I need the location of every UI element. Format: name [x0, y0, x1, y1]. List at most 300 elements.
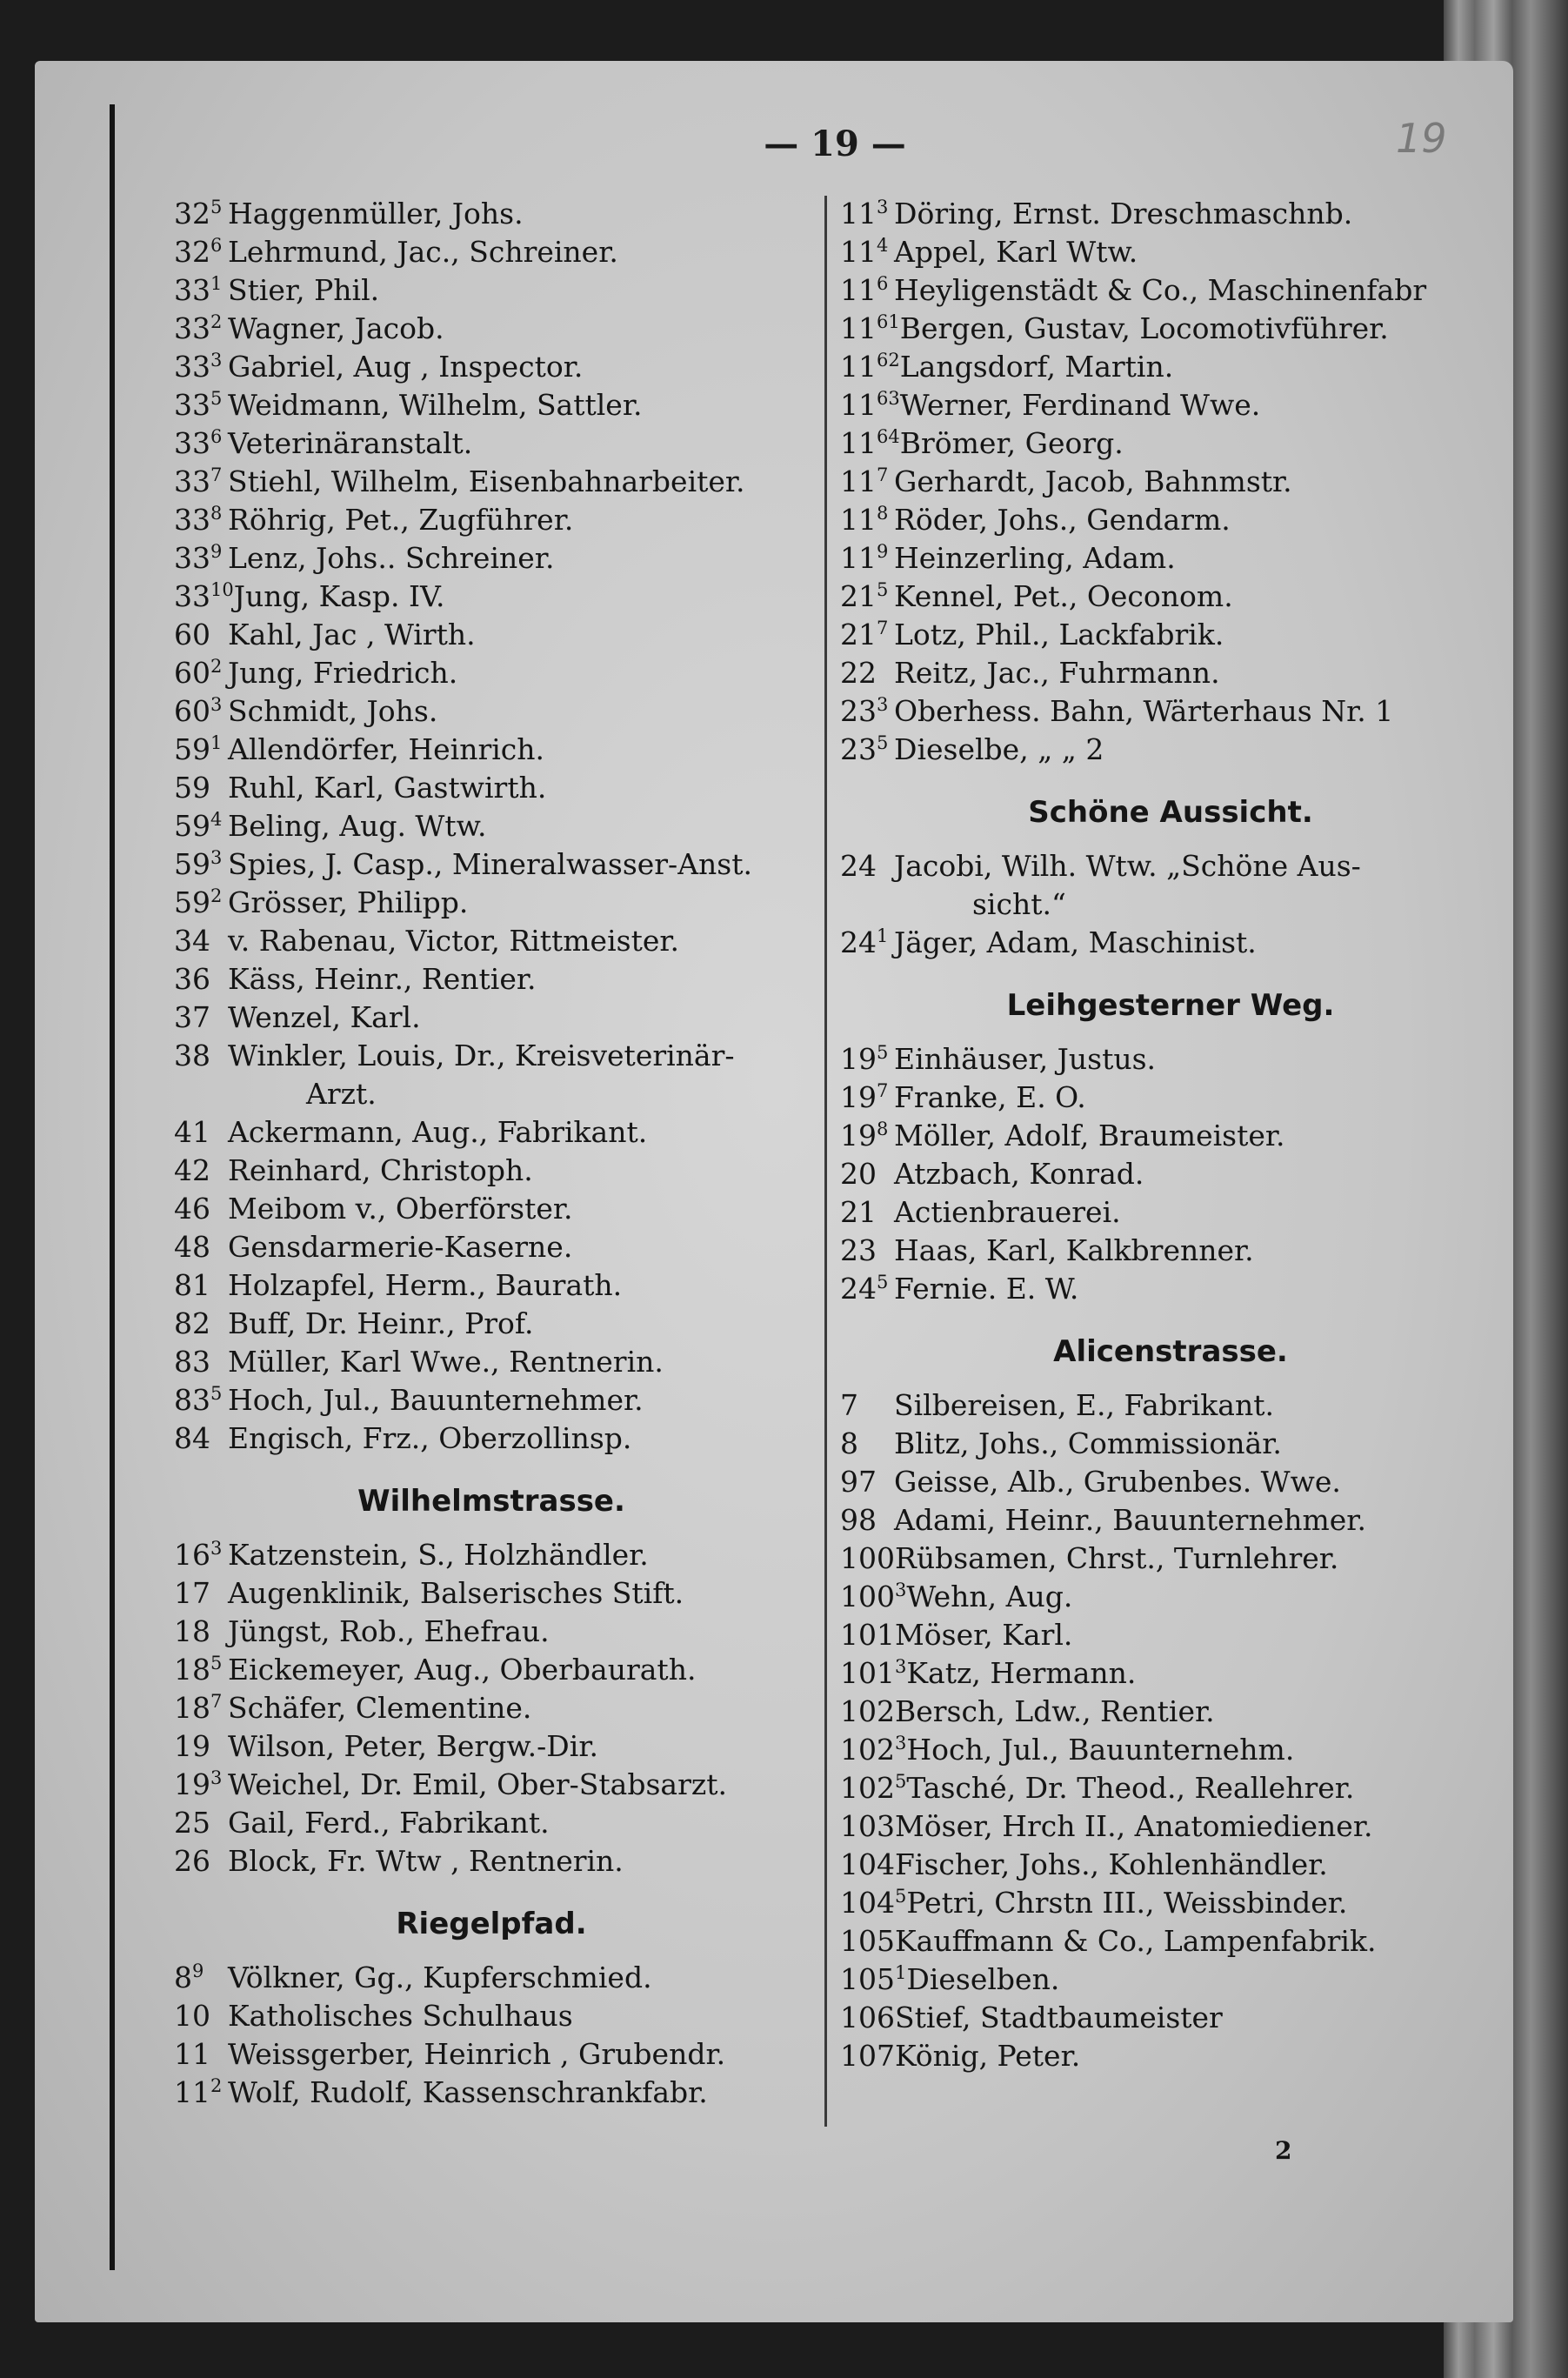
resident-text: Lotz, Phil., Lackfabrik.: [894, 618, 1224, 651]
directory-entry: [840, 1769, 1501, 1807]
resident-text: Holzapfel, Herm., Baurath.: [228, 1268, 623, 1302]
house-number-suffix: 5: [210, 1653, 223, 1673]
house-number-base: 101: [840, 1618, 895, 1652]
house-number: [840, 578, 894, 616]
house-number-base: 20: [840, 1157, 877, 1191]
house-number-suffix: 3: [895, 1580, 907, 1600]
directory-entry: [174, 884, 809, 922]
directory-entry: [174, 1689, 809, 1727]
house-number-suffix: 8: [877, 1119, 889, 1139]
house-number-suffix: 9: [210, 541, 223, 562]
resident-text: Reinhard, Christoph.: [228, 1153, 533, 1187]
directory-entry: [840, 1807, 1501, 1846]
resident-text: Jüngst, Rob., Ehefrau.: [228, 1614, 550, 1648]
directory-entry: [840, 924, 1501, 962]
house-number-suffix: 62: [877, 350, 900, 371]
house-number: [174, 233, 228, 271]
house-number: [840, 1922, 895, 1961]
resident-text: Atzbach, Konrad.: [894, 1157, 1144, 1191]
house-number: [840, 1425, 894, 1463]
house-number-base: 18: [174, 1614, 210, 1648]
house-number-base: 19: [840, 1080, 877, 1114]
house-number-base: 60: [174, 618, 210, 651]
house-number-base: 10: [174, 1999, 210, 2033]
house-number: [840, 1884, 906, 1922]
house-number-base: 33: [174, 426, 210, 460]
house-number: [174, 654, 228, 692]
street-heading: Alicenstrasse.: [1053, 1334, 1288, 1369]
resident-text: Meibom v., Oberförster.: [228, 1192, 573, 1226]
directory-entry: [174, 1727, 809, 1766]
directory-entry: [174, 731, 809, 769]
house-number-base: 59: [174, 732, 210, 766]
house-number-suffix: 64: [877, 426, 900, 447]
house-number: [840, 1846, 895, 1884]
house-number: [174, 1689, 228, 1727]
resident-text: Blitz, Johs., Commissionär.: [894, 1426, 1282, 1460]
house-number: [174, 195, 228, 233]
directory-entry: [840, 195, 1501, 233]
directory-entry: [840, 1386, 1501, 1425]
directory-entry: [840, 1540, 1501, 1578]
house-number-suffix: 10: [210, 579, 234, 600]
house-number: [174, 1190, 228, 1228]
house-number: [174, 501, 228, 539]
house-number: [174, 1536, 228, 1574]
house-number: [840, 1501, 894, 1540]
resident-text: Spies, J. Casp., Mineralwasser-Anst.: [228, 847, 752, 881]
house-number-base: 23: [840, 694, 877, 728]
house-number-base: 18: [174, 1691, 210, 1725]
directory-entry: [174, 233, 809, 271]
house-number-base: 19: [174, 1767, 210, 1801]
directory-entry: [840, 501, 1501, 539]
house-number: [174, 1152, 228, 1190]
house-number: [840, 1999, 895, 2037]
house-number: [174, 1381, 228, 1419]
house-number: [840, 1961, 906, 1999]
house-number: [840, 847, 894, 885]
house-number-base: 17: [174, 1576, 210, 1610]
resident-text: Actienbrauerei.: [894, 1195, 1121, 1229]
house-number: [840, 654, 894, 692]
house-number-base: 33: [174, 464, 210, 498]
resident-text: Bersch, Ldw., Rentier.: [895, 1694, 1215, 1728]
house-number: [840, 1270, 894, 1308]
resident-text: Weichel, Dr. Emil, Ober-Stabsarzt.: [228, 1767, 727, 1801]
house-number-suffix: 5: [877, 1042, 889, 1063]
house-number-base: 38: [174, 1039, 210, 1072]
house-number: [840, 1193, 894, 1232]
directory-entry: [840, 1654, 1501, 1693]
house-number-suffix: 6: [210, 426, 223, 447]
resident-text: Schmidt, Johs.: [228, 694, 438, 728]
house-number-suffix: 7: [210, 1691, 223, 1712]
resident-text: Dieselbe, „ „ 2: [894, 732, 1104, 766]
resident-text: Kennel, Pet., Oeconom.: [894, 579, 1233, 613]
house-number-suffix: 5: [877, 732, 889, 753]
house-number-base: 16: [174, 1538, 210, 1572]
resident-text: Ruhl, Karl, Gastwirth.: [228, 771, 547, 805]
house-number: [174, 1574, 228, 1613]
resident-text: sicht.“: [972, 887, 1066, 921]
house-number-base: 11: [840, 311, 877, 345]
resident-text: Engisch, Frz., Oberzollinsp.: [228, 1421, 632, 1455]
directory-entry: [840, 1922, 1501, 1961]
directory-entry: [174, 999, 809, 1037]
resident-text: Möser, Karl.: [895, 1618, 1073, 1652]
house-number: [840, 692, 894, 731]
directory-entry: [174, 2074, 809, 2112]
house-number: [840, 501, 894, 539]
directory-entry: [174, 922, 809, 960]
house-number-base: 33: [174, 311, 210, 345]
directory-entry: [840, 1155, 1501, 1193]
house-number: [174, 463, 228, 501]
directory-entry: [174, 1959, 809, 1997]
resident-text: Möller, Adolf, Braumeister.: [894, 1119, 1285, 1152]
directory-entry: [840, 1425, 1501, 1463]
directory-entry: [840, 1270, 1501, 1308]
house-number-suffix: 3: [210, 350, 223, 371]
directory-entry: [840, 1193, 1501, 1232]
resident-text: Stiehl, Wilhelm, Eisenbahnarbeiter.: [228, 464, 745, 498]
house-number: [174, 1419, 228, 1458]
directory-entry: [174, 310, 809, 348]
resident-text: Wenzel, Karl.: [228, 1000, 421, 1034]
house-number: [840, 924, 894, 962]
house-number-base: 11: [840, 273, 877, 307]
directory-entry: [840, 1846, 1501, 1884]
house-number-suffix: 3: [210, 1767, 223, 1788]
directory-entry: [174, 1113, 809, 1152]
resident-text: Block, Fr. Wtw , Rentnerin.: [228, 1844, 624, 1878]
house-number: [174, 1959, 228, 1997]
resident-text: Oberhess. Bahn, Wärterhaus Nr. 1: [894, 694, 1394, 728]
directory-entry: [840, 654, 1501, 692]
house-number-base: 33: [174, 579, 210, 613]
resident-text: Katzenstein, S., Holzhändler.: [228, 1538, 649, 1572]
directory-entry: [174, 1842, 809, 1880]
house-number: [174, 539, 228, 578]
house-number-base: 105: [840, 1962, 895, 1996]
house-number-base: 59: [174, 885, 210, 919]
left-column: [174, 195, 809, 2112]
resident-text: Stief, Stadtbaumeister: [895, 2001, 1223, 2034]
resident-text: Gail, Ferd., Fabrikant.: [228, 1806, 550, 1840]
pencil-page-annotation: 19: [1396, 115, 1447, 162]
directory-entry: [840, 1961, 1501, 1999]
resident-text: Heyligenstädt & Co., Maschinenfabr: [894, 273, 1427, 307]
house-number: [840, 1040, 894, 1079]
house-number: [174, 1766, 228, 1804]
house-number-base: 107: [840, 2039, 895, 2073]
house-number-base: 102: [840, 1771, 895, 1805]
house-number: [174, 1842, 228, 1880]
resident-text: Adami, Heinr., Bauunternehmer.: [894, 1503, 1366, 1537]
directory-entry: [174, 1266, 809, 1305]
house-number-suffix: 5: [895, 1771, 907, 1792]
resident-text: Beling, Aug. Wtw.: [228, 809, 487, 843]
house-number-base: 98: [840, 1503, 877, 1537]
street-heading: Wilhelmstrasse.: [357, 1484, 625, 1519]
house-number-base: 8: [174, 1961, 192, 1994]
house-number: [840, 1386, 894, 1425]
resident-text: Winkler, Louis, Dr., Kreisveterinär-: [228, 1039, 735, 1072]
house-number-base: 84: [174, 1421, 210, 1455]
directory-entry: [174, 1651, 809, 1689]
directory-entry: [840, 692, 1501, 731]
house-number-base: 24: [840, 925, 877, 959]
house-number-base: 100: [840, 1541, 895, 1575]
house-number: [174, 310, 228, 348]
house-number-suffix: 1: [895, 1962, 907, 1983]
directory-entry: [174, 845, 809, 884]
resident-text: Döring, Ernst. Dreschmaschnb.: [894, 197, 1353, 230]
directory-entry: [840, 1463, 1501, 1501]
house-number-base: 102: [840, 1694, 895, 1728]
house-number: [840, 1155, 894, 1193]
resident-text: Wehn, Aug.: [906, 1580, 1073, 1613]
directory-entry: [174, 807, 809, 845]
house-number-base: 59: [174, 847, 210, 881]
directory-entry: [840, 1999, 1501, 2037]
house-number-suffix: 2: [210, 656, 223, 677]
house-number-suffix: 9: [192, 1961, 204, 1981]
house-number: [174, 386, 228, 424]
resident-text: Gensdarmerie-Kaserne.: [228, 1230, 573, 1264]
house-number-suffix: 7: [210, 464, 223, 485]
directory-entry: [174, 1804, 809, 1842]
house-number: [840, 386, 900, 424]
house-number-base: 100: [840, 1580, 895, 1613]
house-number-base: 11: [840, 503, 877, 537]
directory-entry: [840, 1884, 1501, 1922]
house-number: [840, 1117, 894, 1155]
house-number: [840, 1654, 906, 1693]
directory-entry: [840, 539, 1501, 578]
resident-text: Lehrmund, Jac., Schreiner.: [228, 235, 618, 269]
resident-text: Jacobi, Wilh. Wtw. „Schöne Aus-: [894, 849, 1361, 883]
street-heading: Schöne Aussicht.: [1028, 795, 1313, 830]
house-number: [840, 731, 894, 769]
directory-entry: [840, 2037, 1501, 2075]
house-number: [174, 1266, 228, 1305]
left-margin-rule: [110, 104, 115, 2270]
directory-entry: [840, 578, 1501, 616]
house-number-base: 83: [174, 1345, 210, 1379]
house-number-base: 11: [840, 350, 877, 384]
house-number-suffix: 7: [877, 1080, 889, 1101]
house-number-suffix: 8: [210, 503, 223, 524]
directory-entry: [840, 847, 1501, 885]
house-number: [174, 1997, 228, 2035]
directory-entry: [174, 616, 809, 654]
directory-entry: [174, 578, 809, 616]
resident-text: Bergen, Gustav, Locomotivführer.: [899, 311, 1389, 345]
directory-entry: [840, 1079, 1501, 1117]
resident-text: Katz, Hermann.: [906, 1656, 1137, 1690]
directory-entry: [174, 1766, 809, 1804]
house-number-suffix: 63: [877, 388, 900, 409]
house-number-suffix: 6: [210, 235, 223, 256]
house-number: [174, 1613, 228, 1651]
house-number-base: 102: [840, 1733, 895, 1767]
resident-text: Möser, Hrch II., Anatomiediener.: [895, 1809, 1373, 1843]
house-number-base: 81: [174, 1268, 210, 1302]
resident-text: Kahl, Jac , Wirth.: [228, 618, 476, 651]
resident-text: Katholisches Schulhaus: [228, 1999, 573, 2033]
house-number-suffix: 1: [877, 925, 889, 946]
house-number-suffix: 3: [210, 694, 223, 715]
resident-text: Fernie. E. W.: [894, 1272, 1079, 1306]
resident-text: Wilson, Peter, Bergw.-Dir.: [228, 1729, 598, 1763]
directory-entry: [174, 539, 809, 578]
house-number-base: 24: [840, 849, 877, 883]
house-number-suffix: 61: [877, 311, 900, 332]
resident-text: v. Rabenau, Victor, Rittmeister.: [228, 924, 680, 958]
directory-entry: [840, 386, 1501, 424]
house-number: [840, 539, 894, 578]
directory-entry: [174, 195, 809, 233]
directory-entry: [174, 1037, 809, 1075]
house-number-base: 22: [840, 656, 877, 690]
resident-text: Silbereisen, E., Fabrikant.: [894, 1388, 1274, 1422]
directory-entry: [174, 463, 809, 501]
street-heading: Leihgesterner Weg.: [1006, 988, 1335, 1023]
house-number: [174, 2035, 228, 2074]
house-number: [840, 1731, 906, 1769]
directory-entry: [174, 692, 809, 731]
house-number-base: 36: [174, 962, 210, 996]
house-number: [840, 424, 900, 463]
resident-text: König, Peter.: [895, 2039, 1081, 2073]
directory-entry: [840, 731, 1501, 769]
house-number-suffix: 2: [210, 885, 223, 906]
directory-entry: [174, 654, 809, 692]
house-number-suffix: 1: [210, 732, 223, 753]
resident-text: Käss, Heinr., Rentier.: [228, 962, 537, 996]
house-number-base: 11: [840, 235, 877, 269]
house-number-base: 82: [174, 1306, 210, 1340]
directory-entry: [840, 1232, 1501, 1270]
resident-text: Rübsamen, Chrst., Turnlehrer.: [895, 1541, 1339, 1575]
house-number-base: 25: [174, 1806, 210, 1840]
resident-text: Dieselben.: [906, 1962, 1060, 1996]
house-number-base: 11: [174, 2037, 210, 2071]
directory-entry: [174, 271, 809, 310]
resident-text: Petri, Chrstn III., Weissbinder.: [906, 1886, 1348, 1920]
house-number-base: 19: [174, 1729, 210, 1763]
house-number: [174, 1228, 228, 1266]
house-number-base: 105: [840, 1924, 895, 1958]
house-number: [840, 463, 894, 501]
directory-entry: [174, 1613, 809, 1651]
page-number: — 19 —: [764, 124, 906, 164]
signature-mark: 2: [1275, 2136, 1292, 2165]
house-number-base: 21: [840, 579, 877, 613]
directory-entry: [174, 1152, 809, 1190]
house-number: [174, 2074, 228, 2112]
house-number-suffix: 5: [895, 1886, 907, 1907]
house-number: [174, 960, 228, 999]
house-number: [840, 195, 894, 233]
house-number: [840, 616, 894, 654]
house-number-suffix: 9: [877, 541, 889, 562]
house-number-base: 21: [840, 1195, 877, 1229]
resident-text: Fischer, Johs., Kohlenhändler.: [895, 1847, 1328, 1881]
house-number: [174, 424, 228, 463]
house-number-suffix: 4: [210, 809, 223, 830]
directory-entry: [174, 348, 809, 386]
house-number-base: 33: [174, 388, 210, 422]
resident-text: Heinzerling, Adam.: [894, 541, 1176, 575]
resident-text: Allendörfer, Heinrich.: [228, 732, 545, 766]
directory-entry: [840, 424, 1501, 463]
house-number: [840, 1540, 895, 1578]
house-number: [174, 1651, 228, 1689]
resident-text: Veterinäranstalt.: [228, 426, 473, 460]
resident-text: Tasché, Dr. Theod., Reallehrer.: [906, 1771, 1355, 1805]
directory-entry: [174, 1228, 809, 1266]
directory-entry: [840, 463, 1501, 501]
house-number-base: 33: [174, 503, 210, 537]
resident-text: Stier, Phil.: [228, 273, 380, 307]
house-number-suffix: 3: [877, 694, 889, 715]
resident-text: Hoch, Jul., Bauunternehmer.: [228, 1383, 644, 1417]
house-number-base: 33: [174, 541, 210, 575]
house-number: [840, 1807, 895, 1846]
house-number: [840, 1232, 894, 1270]
directory-entry: [840, 271, 1501, 310]
directory-entry: [840, 348, 1501, 386]
house-number: [174, 1343, 228, 1381]
resident-text: Einhäuser, Justus.: [894, 1042, 1157, 1076]
house-number-suffix: 3: [210, 847, 223, 868]
resident-text: Müller, Karl Wwe., Rentnerin.: [228, 1345, 664, 1379]
resident-text: Haggenmüller, Johs.: [228, 197, 524, 230]
directory-entry: [840, 1501, 1501, 1540]
house-number: [174, 271, 228, 310]
house-number: [840, 1079, 894, 1117]
house-number-suffix: 2: [210, 2075, 223, 2096]
house-number-base: 101: [840, 1656, 895, 1690]
resident-text: Hoch, Jul., Bauunternehm.: [906, 1733, 1295, 1767]
house-number-base: 42: [174, 1153, 210, 1187]
house-number-suffix: 7: [877, 618, 889, 638]
resident-text: Weissgerber, Heinrich , Grubendr.: [228, 2037, 726, 2071]
resident-text: Lenz, Johs.. Schreiner.: [228, 541, 555, 575]
house-number-base: 11: [840, 426, 877, 460]
resident-text: Franke, E. O.: [894, 1080, 1086, 1114]
resident-text: Gerhardt, Jacob, Bahnmstr.: [894, 464, 1292, 498]
resident-text: Weidmann, Wilhelm, Sattler.: [228, 388, 643, 422]
resident-text: Langsdorf, Martin.: [899, 350, 1174, 384]
house-number-base: 37: [174, 1000, 210, 1034]
house-number-base: 33: [174, 350, 210, 384]
resident-text: Haas, Karl, Kalkbrenner.: [894, 1233, 1254, 1267]
directory-entry: [174, 1419, 809, 1458]
resident-text: Völkner, Gg., Kupferschmied.: [228, 1961, 652, 1994]
house-number-base: 19: [840, 1042, 877, 1076]
resident-text: Jung, Friedrich.: [228, 656, 458, 690]
house-number-base: 21: [840, 618, 877, 651]
house-number: [174, 1305, 228, 1343]
house-number-base: 11: [840, 464, 877, 498]
directory-entry: [174, 1381, 809, 1419]
directory-entry: [840, 233, 1501, 271]
resident-text: Reitz, Jac., Fuhrmann.: [894, 656, 1220, 690]
